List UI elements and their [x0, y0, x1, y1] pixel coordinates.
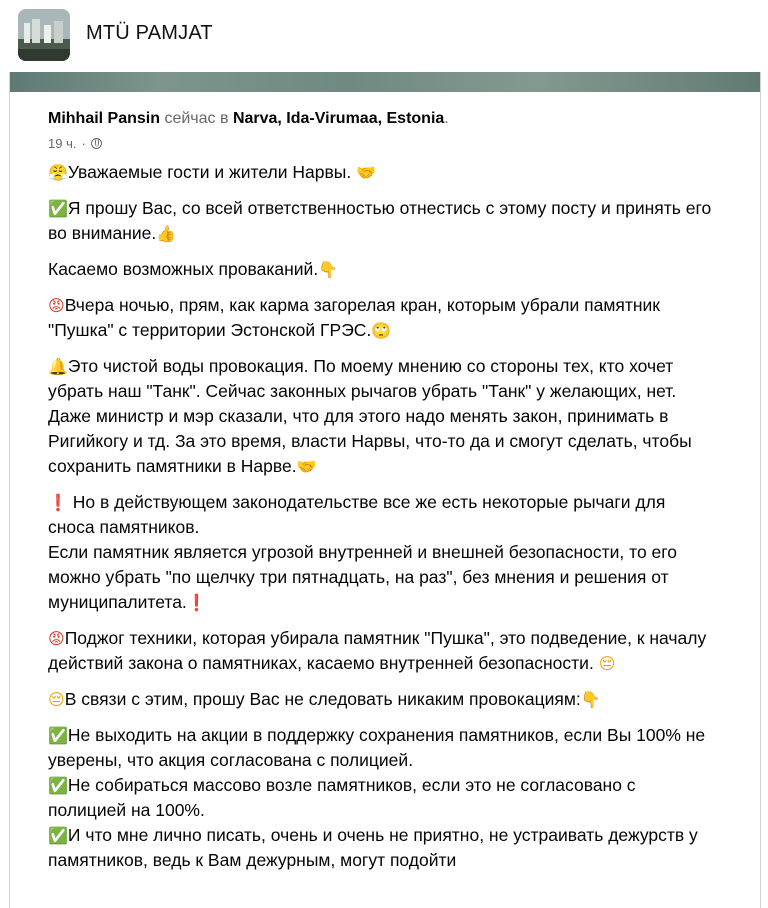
post-paragraph [48, 257, 716, 282]
paragraph-text: Не выходить на акции в поддержку сохранения памятников, если Вы 100% не уверены, что акция согласована с полицией. [48, 725, 706, 770]
paragraph-text: Это чистой воды провокация. По моему мнению со стороны тех, кто хочет убрать наш "Танк". Сейчас законных рычагов убрать "Танк" у желающих, нет. Даже министр и мэр сказали, что для этого надо менять закон, принимать в Ригийкогу и тд. За это время, власти Нарвы, что-то да и смогут сделать, чтобы сохранить памятники в Нарве. [48, 356, 692, 476]
exclamation-icon: ❗ [186, 593, 207, 612]
post-paragraph [48, 490, 716, 540]
emoji-icon: 👍 [156, 224, 177, 243]
check-icon: ✅ [48, 199, 68, 218]
paragraph-text: Я прошу Вас, со всей ответственностью отнестись с этому посту и принять его во внимание. [48, 198, 712, 243]
point-down-icon: 👇 [580, 690, 601, 709]
emoji-icon: 🤝 [356, 163, 376, 182]
post-paragraph [48, 687, 716, 712]
angry-face-icon: 😡 [48, 629, 65, 648]
exclamation-icon: ❗ [48, 493, 68, 512]
location-prefix: сейчас в [164, 110, 229, 127]
post-timestamp[interactable]: 19 ч. [48, 136, 77, 151]
handshake-icon: 🤝 [296, 457, 317, 476]
paragraph-text: Касаемо возможных проваканий. [48, 259, 319, 279]
pensive-face-icon: 😔 [48, 690, 65, 709]
paragraph-text: Уважаемые гости и жители Нарвы. [67, 162, 352, 182]
meta-separator: · [81, 136, 86, 151]
post-paragraph [48, 196, 716, 246]
post-author-line [48, 110, 449, 128]
angry-face-icon: 😡 [48, 296, 65, 315]
check-icon: ✅ [48, 826, 68, 845]
paragraph-text: Но в действующем законодательстве все же есть некоторые рычаги для сноса памятников. [48, 492, 666, 537]
page-header [0, 0, 768, 72]
paragraph-text: И что мне лично писать, очень и очень не приятно, не устраивать дежурств у памятников, ведь к Вам дежурным, могут подойти [48, 825, 698, 870]
page-title[interactable]: MTÜ PAMJAT [86, 22, 213, 44]
paragraph-text: В связи с этим, прошу Вас не следовать никаким провокациям: [64, 689, 581, 709]
paragraph-text: Не собираться массово возле памятников, если это не согласовано с полицией на 100%. [48, 775, 636, 820]
author-name[interactable]: Mihhail Pansin [48, 110, 161, 127]
paragraph-text: Если памятник является угрозой внутренней и внешней безопасности, то его можно убрать "по щелчку три пятнадцать, на раз", без мнения и решения от муниципалитета. [48, 542, 678, 612]
check-icon: ✅ [48, 726, 68, 745]
post-paragraph [48, 354, 716, 479]
post-meta [48, 136, 102, 151]
location-suffix: . [444, 110, 449, 127]
post-card [9, 72, 761, 908]
page-avatar[interactable] [18, 9, 70, 61]
post-paragraph [48, 540, 716, 615]
location-link[interactable]: Narva, Ida-Virumaa, Estonia [232, 110, 445, 127]
pensive-face-icon: 😔 [598, 654, 616, 673]
post-paragraph [48, 626, 716, 676]
post-paragraph [48, 160, 716, 185]
post-paragraph [48, 823, 716, 873]
point-down-icon: 👇 [318, 260, 339, 279]
post-paragraph [48, 773, 716, 823]
post-body [48, 160, 716, 873]
bell-icon: 🔔 [48, 357, 68, 376]
paragraph-text: Вчера ночью, прям, как карма загорелая кран, которым убрали памятник "Пушка" с территории Эстонской ГРЭС. [48, 295, 660, 340]
emoji-icon: 😤 [48, 163, 68, 182]
cover-image-strip [10, 72, 760, 92]
check-icon: ✅ [48, 776, 68, 795]
globe-icon[interactable] [91, 138, 102, 149]
paragraph-text: Поджог техники, которая убирала памятник "Пушка", это подведение, к началу действий закона о памятниках, касаемо внутренней безопасности. [48, 628, 707, 673]
post-paragraph [48, 293, 716, 343]
post-paragraph [48, 723, 716, 773]
eye-roll-icon: 🙄 [371, 321, 392, 340]
avatar-photo-icon [18, 9, 70, 61]
